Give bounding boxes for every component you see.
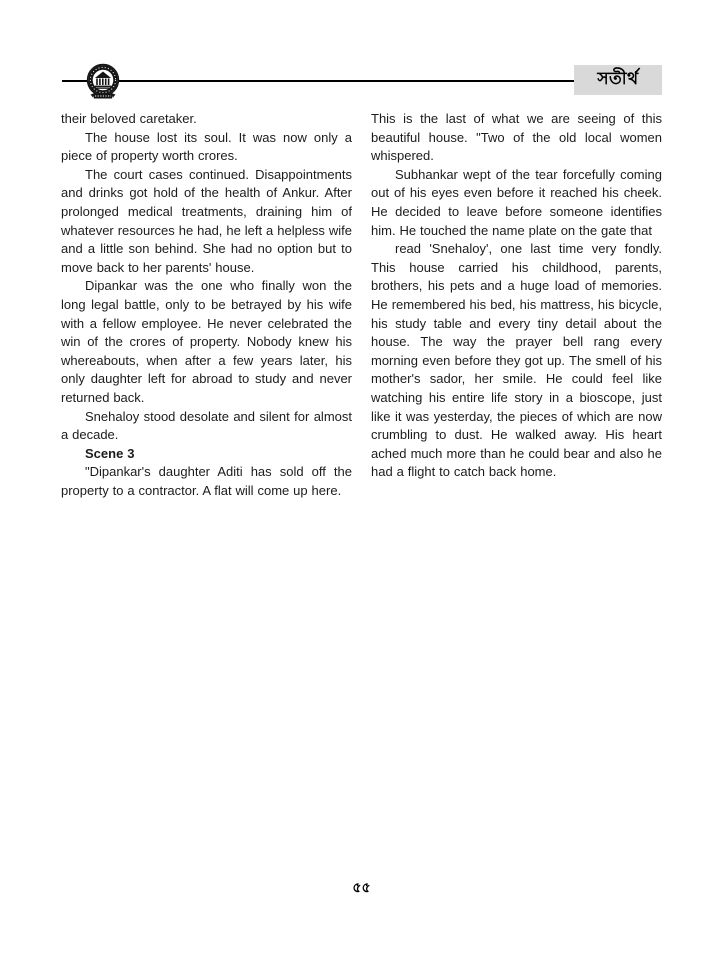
paragraph: This is the last of what we are seeing of this beautiful house. "Two of the old local women whispered. xyxy=(371,111,662,164)
paragraph: The house lost its soul. It was now only a piece of property worth crores. xyxy=(61,129,352,164)
paragraph: Scene 3 xyxy=(85,445,135,461)
paragraph: their beloved caretaker. xyxy=(61,111,197,126)
paragraph: read 'Snehaloy', one last time very fondly. This house carried his childhood, parents, brothers, his pets and a huge load of memories. He remembered his bed, his mattress, his bicycle, his study table and every tiny detail about the house. The way the prayer bell rang every morning even before they got up. The smell of his mother's sador, her smile. He could feel like watching his entire life story in a bioscope, just like it was yesterday, the pieces of which are now crumbling to dust. He walked away. His heart ached much more than he could bear and also he had a flight to catch back home. xyxy=(371,241,662,480)
header-rule xyxy=(62,80,574,82)
paragraph: The court cases continued. Disappointments and drinks got hold of the health of Ankur. After prolonged medical treatments, draining him of whatever resources he had, he left a helpless wife and a little son behind. She had no option but to move back to her parents' house. xyxy=(61,166,352,275)
paragraph: Snehaloy stood desolate and silent for almost a decade. xyxy=(61,408,352,443)
organization-emblem-icon xyxy=(86,63,120,105)
masthead-title: সতীর্থ xyxy=(597,69,639,88)
paragraph: Dipankar was the one who finally won the long legal battle, only to be betrayed by his wife with a fellow employee. He never celebrated the win of the crores of property. Nobody knew his whereabouts, when after a few years later, his only daughter left for abroad to study and never returned back. xyxy=(61,278,352,405)
left-column xyxy=(61,110,352,500)
page-number: ৫৫ xyxy=(352,879,371,895)
article-body xyxy=(61,110,662,500)
paragraph: "Dipankar's daughter Aditi has sold off the property to a contractor. A flat will come up here. xyxy=(61,464,352,498)
right-column xyxy=(371,110,662,500)
masthead-title-box xyxy=(574,65,662,95)
paragraph: Subhankar wept of the tear forcefully coming out of his eyes even before it reached his cheek. He decided to leave before someone identifies him. He touched the name plate on the gate that xyxy=(371,166,662,238)
